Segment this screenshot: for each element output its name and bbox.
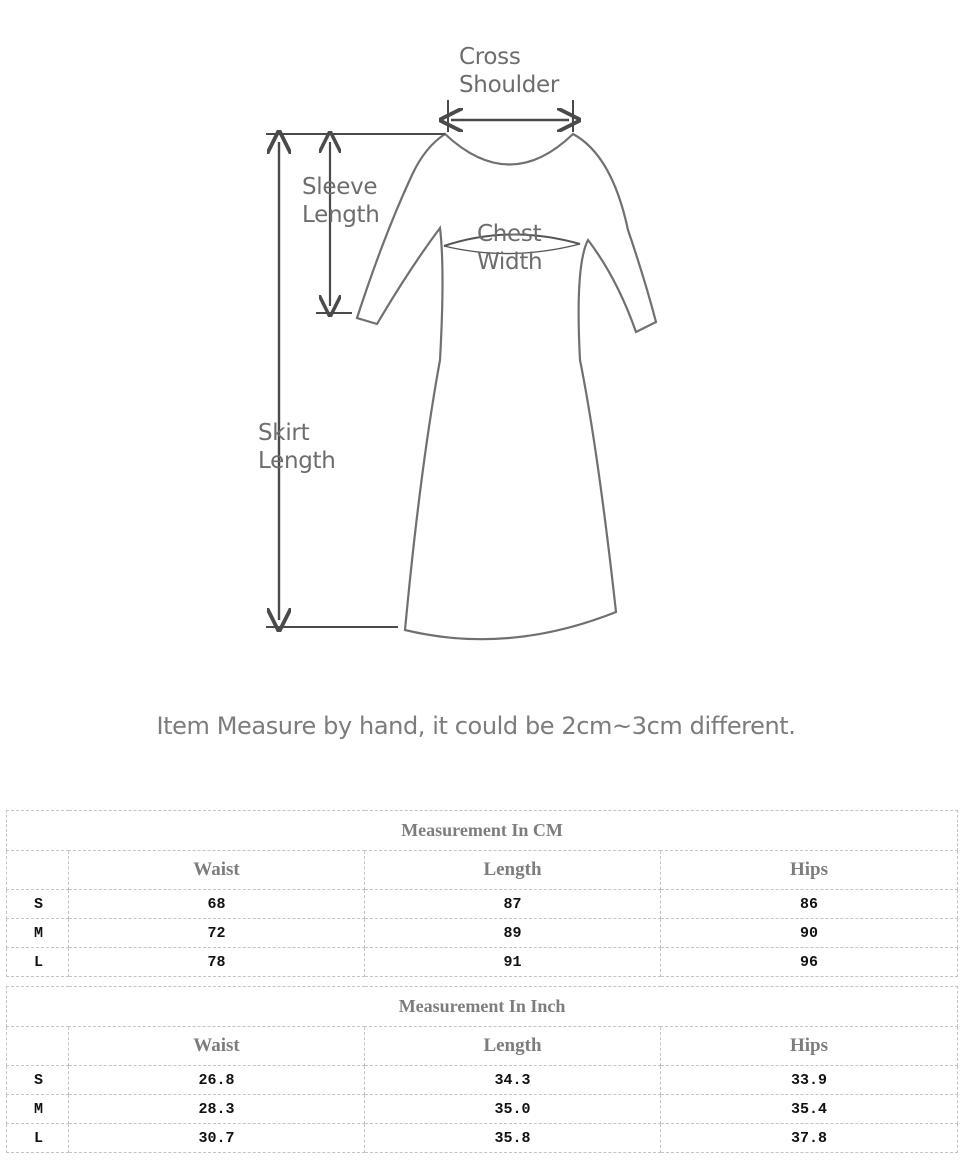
table-row xyxy=(7,948,958,977)
table-row xyxy=(7,919,958,948)
column-header-length: Length xyxy=(365,851,661,890)
waist-cell: 28.3 xyxy=(69,1095,365,1124)
column-header-length: Length xyxy=(365,1027,661,1066)
size-cell: M xyxy=(7,1095,69,1124)
waist-cell: 78 xyxy=(69,948,365,977)
chest-width-label: Chest Width xyxy=(477,221,543,275)
length-cell: 89 xyxy=(365,919,661,948)
measurement-note: Item Measure by hand, it could be 2cm~3cm different. xyxy=(156,712,796,740)
size-cell: S xyxy=(7,890,69,919)
cross-shoulder-label: Cross Shoulder xyxy=(459,44,560,98)
size-cell: L xyxy=(7,948,69,977)
hips-cell: 37.8 xyxy=(661,1124,958,1153)
waist-cell: 68 xyxy=(69,890,365,919)
size-cell: L xyxy=(7,1124,69,1153)
dress-outline xyxy=(357,134,656,639)
hips-cell: 86 xyxy=(661,890,958,919)
length-cell: 35.8 xyxy=(365,1124,661,1153)
column-header-hips: Hips xyxy=(661,851,958,890)
waist-cell: 72 xyxy=(69,919,365,948)
table-row xyxy=(7,1095,958,1124)
table-title: Measurement In CM xyxy=(7,811,958,851)
length-cell: 91 xyxy=(365,948,661,977)
column-header-size xyxy=(7,1027,69,1066)
column-header-waist: Waist xyxy=(69,1027,365,1066)
table-title: Measurement In Inch xyxy=(7,987,958,1027)
size-cell: M xyxy=(7,919,69,948)
size-table-inch xyxy=(6,986,958,1153)
length-cell: 35.0 xyxy=(365,1095,661,1124)
table-row xyxy=(7,1066,958,1095)
column-header-waist: Waist xyxy=(69,851,365,890)
table-row xyxy=(7,890,958,919)
hips-cell: 96 xyxy=(661,948,958,977)
skirt-length-label: Skirt Length xyxy=(258,420,336,474)
hips-cell: 90 xyxy=(661,919,958,948)
hips-cell: 33.9 xyxy=(661,1066,958,1095)
table-row xyxy=(7,1124,958,1153)
length-cell: 34.3 xyxy=(365,1066,661,1095)
hips-cell: 35.4 xyxy=(661,1095,958,1124)
waist-cell: 26.8 xyxy=(69,1066,365,1095)
sleeve-length-label: Sleeve Length xyxy=(302,174,380,228)
column-header-size xyxy=(7,851,69,890)
waist-cell: 30.7 xyxy=(69,1124,365,1153)
size-cell: S xyxy=(7,1066,69,1095)
size-table-cm xyxy=(6,810,958,977)
length-cell: 87 xyxy=(365,890,661,919)
column-header-hips: Hips xyxy=(661,1027,958,1066)
